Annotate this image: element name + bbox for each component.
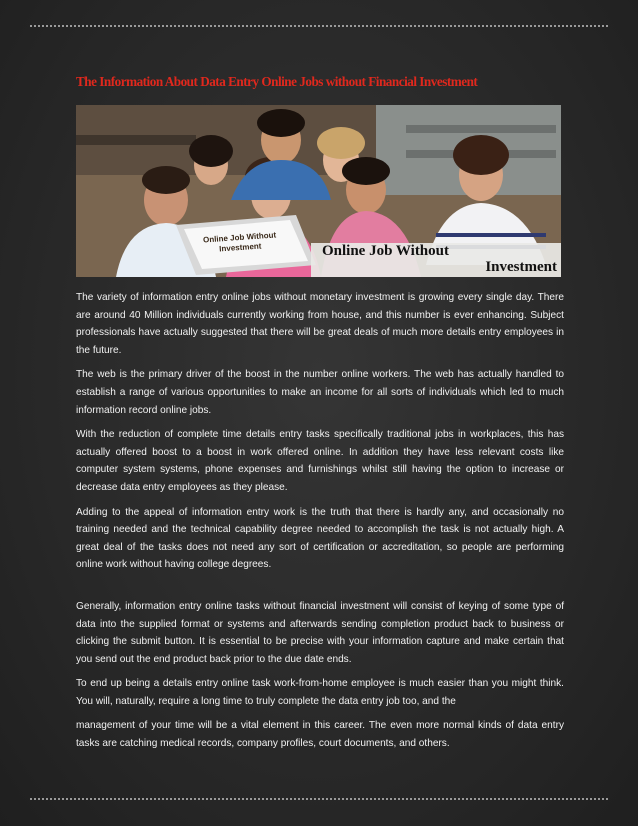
paragraph: Generally, information entry online tasks without financial investment will consist of keying of some type of data into the supplied format or systems and afterwards sending completion product back to business or clicking the submit button. It is essential to be precise with your information capture and make certain that you send out the end product back prior to the due date ends.: [76, 600, 564, 665]
paragraph: Adding to the appeal of information entry work is the truth that there is hardly any, and occasionally no training needed and the technical capability degree needed to accomplish the task is not actually high. A great deal of the tasks does not need any sort of certification or accreditation, so people are performing online work without having college degrees.: [76, 506, 564, 571]
hero-photo: [76, 105, 561, 277]
paragraph: management of your time will be a vital element in this career. The even more normal kinds of data entry tasks are catching medical records, company profiles, court documents, and others.: [76, 720, 564, 750]
paragraph: The variety of information entry online jobs without monetary investment is growing every single day. There are around 40 Million individuals currently working from house, and this number is ever enhancing. Subject professionals have actually suggested that there will be great deals of much more details entry employees in the future.: [76, 292, 564, 356]
bottom-dotted-rule: [30, 798, 608, 800]
laptop-sign-text: Online Job Without Investment: [202, 230, 277, 254]
image-caption-line1: Online Job Without: [322, 243, 449, 259]
article-body: [76, 289, 564, 760]
image-caption-line2: Investment: [485, 259, 557, 275]
page-title: The Information About Data Entry Online Jobs without Financial Investment: [76, 74, 478, 89]
paragraph: To end up being a details entry online task work-from-home employee is much easier than you might think. You will, naturally, require a long time to truly complete the data entry job too, and the: [76, 678, 564, 707]
top-dotted-rule: [30, 25, 608, 27]
image-caption: [316, 243, 561, 275]
paragraph: With the reduction of complete time details entry tasks specifically traditional jobs in workplaces, this has actually offered boost to a boost in work offered online. In addition they have less relevant costs like computer system systems, phone expenses and furnishings whilst still having the option to increase or decrease data entry employees as they please.: [76, 429, 564, 493]
paragraph: The web is the primary driver of the boost in the number online workers. The web has actually handled to establish a range of various opportunities to make an income for all sorts of individuals which led to much information record online jobs.: [76, 369, 564, 416]
